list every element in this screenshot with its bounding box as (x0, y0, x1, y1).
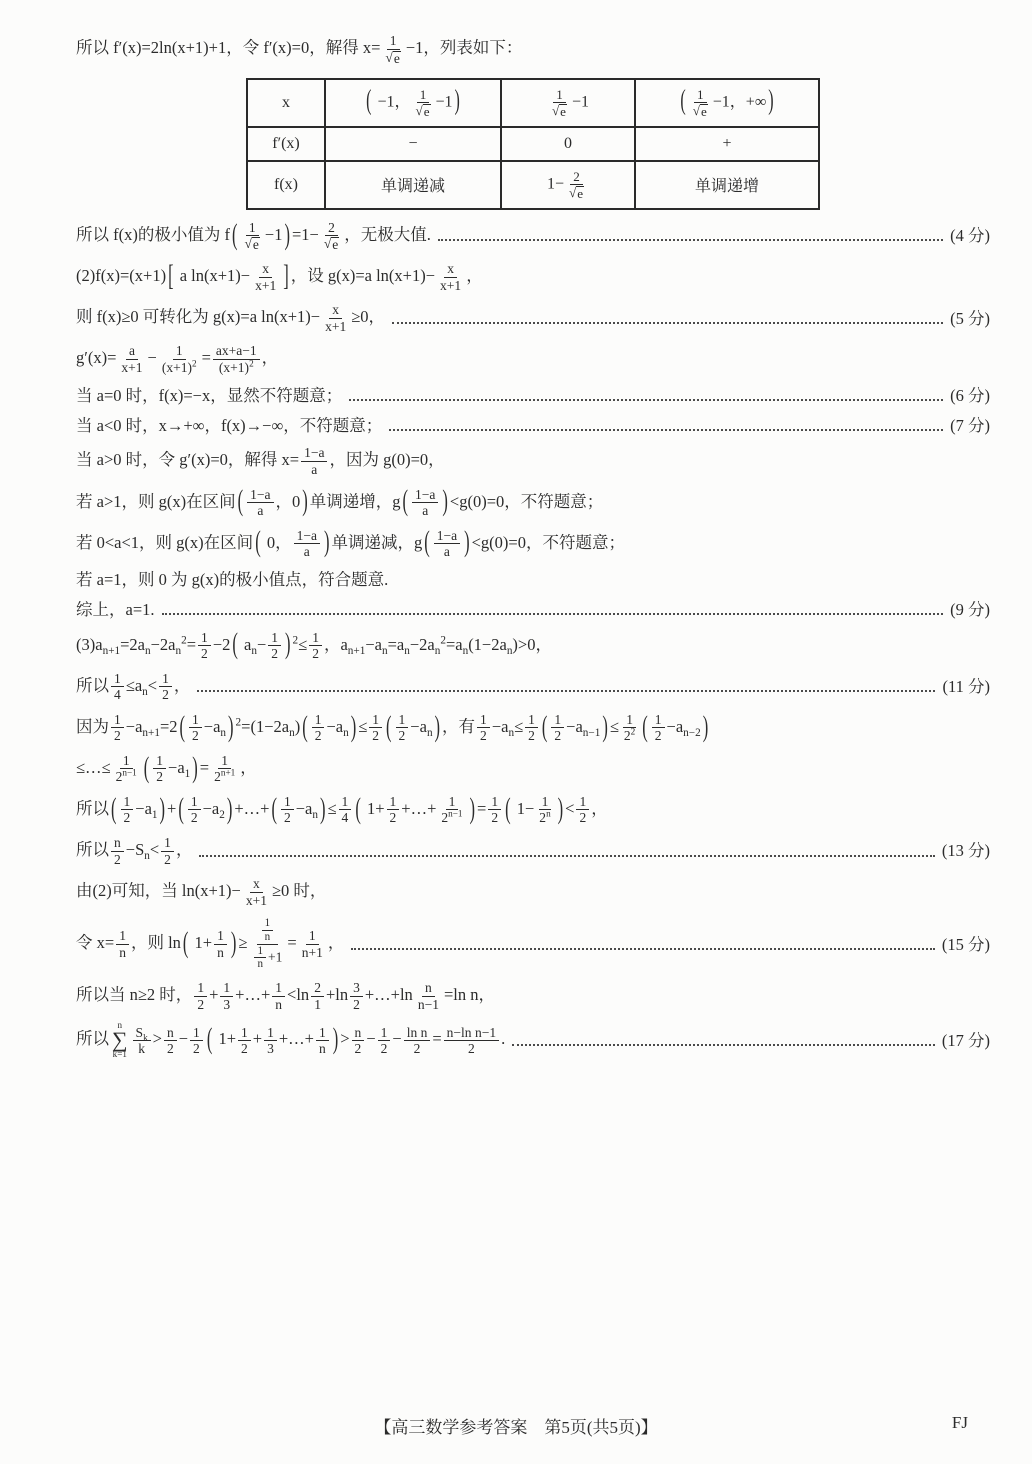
answer-line (76, 415, 990, 436)
answer-line (76, 483, 990, 519)
score-marker: (9 分) (950, 600, 990, 620)
answer-line (76, 876, 990, 908)
answer-line (76, 1021, 990, 1060)
dotted-leader (512, 1035, 935, 1046)
score-marker: (7 分) (950, 415, 990, 435)
score-marker: (15 分) (941, 934, 990, 954)
formula: 则 f(x)≥0 可转化为 g(x)=a ln(x+1)− $\frac{x}{x+1}$ ≥0， (76, 302, 386, 334)
table-cell: 0 (501, 127, 635, 161)
answer-line (76, 257, 990, 293)
table-cell: 单调递增 (635, 161, 819, 209)
table-cell: 1 √ e −1 (501, 79, 635, 127)
dotted-leader (162, 604, 944, 615)
answer-line (76, 749, 990, 785)
answer-line (76, 626, 990, 662)
formula: 所以 f′(x)=2ln(x+1)+1，令 f′(x)=0，解得 x= 1 √ e −1，列表如下： (76, 33, 523, 66)
table-row (247, 127, 819, 161)
formula: 若 a>1，则 g(x)在区间 ( $\frac{1-a}{a}$ ，0 ) 单调递增，g ( $\frac{1-a}{a}$ ) <g(0)=0，不符题意； (76, 483, 604, 519)
formula: 所以当 n≥2 时， $\frac{1}{2}$ + $\frac{1}{3}$ +…+ $\frac{1}{n}$ <ln $\frac{2}{1}$ +ln $\frac{3}{2}$ +…+ln $\frac{n}{n-1}$ =ln n， (76, 980, 495, 1012)
answer-line (76, 671, 990, 703)
formula: 所以 ( $\frac{1}{2}$ $-a_1$ ) + ( $\frac{1}{2}$ $-a_2$ ) +…+ ( $\frac{1}{2}$ $-a_n$ ) ≤ $\frac{1}{4}$ ( 1+ $\frac{1}{2}$ +…+ $\frac{1}{2^{n-1}}$ ) = $\frac{1}{2}$ ( 1− $\frac{1}{2^n}$ ) < $\frac{1}{2}$ ， (76, 790, 608, 826)
answer-lines (76, 216, 990, 1060)
table-cell: − (325, 127, 501, 161)
formula: (2)f(x)=(x+1) [ a ln(x+1)− $\frac{x}{x+1}$ ] ，设 g(x)=a ln(x+1)− $\frac{x}{x+1}$ ， (76, 257, 483, 293)
formula: 因为 $\frac{1}{2}$ $-a_{n+1}=2$ ( $\frac{1}{2}$ $-a_n$ ) $^2=(1-2a_n)$ ( $\frac{1}{2}$ $-a_n$ ) ≤ $\frac{1}{2}$ ( $\frac{1}{2}$ $-a_n$ ) ，有 $\frac{1}{2}$ $-a_n\le$ $\frac{1}{2}$ ( $\frac{1}{2}$ $-a_{n-1}$ ) ≤ $\frac{1}{2^2}$ ( $\frac{1}{2}$ $-a_{n-2}$ ) (76, 708, 709, 744)
formula: 当 a=0 时，f(x)=−x，显然不符题意； (76, 385, 343, 405)
answer-line (76, 835, 990, 867)
formula: 所以 f(x)的极小值为 f ( 1 √ e −1 ) =1− 2 √ e ，无极大值. (76, 216, 431, 253)
formula: 所以 $\frac{1}{4}$ $\le a_n<$ $\frac{1}{2}$ ， (76, 670, 191, 703)
table-cell: 单调递减 (325, 161, 501, 209)
answer-line (76, 917, 990, 971)
footer-page-code: FJ (951, 1413, 968, 1432)
dotted-leader (389, 420, 943, 431)
answer-line (76, 216, 990, 253)
answer-line (76, 599, 990, 620)
table-cell: ( −1， 1 √ e −1 ) (325, 79, 501, 127)
score-marker: (5 分) (950, 308, 990, 328)
formula: 令 x= $\frac{1}{n}$ ，则 ln ( 1+ $\frac{1}{n}$ ) ≥ $\frac{1}{n}$ $\frac{1}{n}$ +1 = $\frac{1}{n+1}$ ， (76, 917, 345, 971)
footer-title: 【高三数学参考答案 第5页(共5页)】 (374, 1418, 658, 1437)
formula: 当 a>0 时，令 g′(x)=0，解得 x= $\frac{1-a}{a}$ ，因为 g(0)=0， (76, 445, 445, 477)
dotted-leader (349, 390, 943, 401)
formula: 当 a<0 时，x→+∞，f(x)→−∞，不符题意； (76, 415, 383, 435)
table-cell: x (247, 79, 325, 127)
answer-line (76, 302, 990, 334)
footer (0, 1413, 1032, 1438)
formula: $(3)a_{n+1}=2a_n-2a_n^2=$ $\frac{1}{2}$ −2 ( $a_n-$ $\frac{1}{2}$ ) $^2$≤ $\frac{1}{2}$ ，$a_{n+1}-a_n=a_n-2a_n^2=a_n(1-2a_n)>0$， (76, 626, 552, 662)
formula: 若 a=1，则 0 为 g(x)的极小值点，符合题意. (76, 569, 389, 589)
formula: 所以 $\frac{n}{2}$ $-S_n<$ $\frac{1}{2}$ ， (76, 835, 193, 867)
answer-line (76, 708, 990, 744)
score-marker: (4 分) (950, 226, 990, 246)
monotonicity-table (246, 78, 820, 210)
score-marker: (11 分) (942, 676, 990, 696)
table-cell: f(x) (247, 161, 325, 209)
answer-line (76, 343, 990, 375)
score-marker: (13 分) (941, 841, 990, 861)
dotted-leader (351, 939, 935, 950)
answer-line (76, 790, 990, 826)
formula: g′(x)= $\frac{a}{x+1}$ − $\frac{1}{(x+1)^2}$ = $\frac{ax+a-1}{(x+1)^2}$ ， (76, 343, 279, 375)
table-cell: + (635, 127, 819, 161)
dotted-leader (438, 230, 943, 241)
score-marker: (17 分) (941, 1030, 990, 1050)
table-row (247, 79, 819, 127)
table-cell: 1− 2 √ e (501, 161, 635, 209)
answer-line (76, 980, 990, 1012)
answer-line (76, 385, 990, 406)
formula: 所以 n ∑ k=1 $\frac{S_k}{k}$ > $\frac{n}{2}$ − $\frac{1}{2}$ ( 1+ $\frac{1}{2}$ + $\frac{1}{3}$ +…+ $\frac{1}{n}$ ) > $\frac{n}{2}$ − $\frac{1}{2}$ − $\frac{\text{ln n}}{2}$ = $\frac{\text{n−ln n−1}}{2}$ . (76, 1020, 506, 1060)
answer-line (76, 569, 990, 590)
formula: 综上，a=1. (76, 600, 155, 620)
dotted-leader (392, 313, 943, 324)
intro-line (76, 33, 990, 66)
answer-line (76, 445, 990, 477)
formula: 若 0<a<1，则 g(x)在区间 ( 0， $\frac{1-a}{a}$ ) 单调递减，g ( $\frac{1-a}{a}$ ) <g(0)=0，不符题意； (76, 524, 625, 560)
formula: ≤…≤ $\frac{1}{2^{n-1}}$ ( $\frac{1}{2}$ $-a_1$ ) = $\frac{1}{2^{n+1}}$ ， (76, 749, 257, 785)
formula: 由(2)可知，当 ln(x+1)− $\frac{x}{x+1}$ ≥0 时， (76, 876, 327, 908)
table-row (247, 161, 819, 209)
table-cell: f′(x) (247, 127, 325, 161)
dotted-leader (197, 681, 935, 692)
score-marker: (6 分) (950, 385, 990, 405)
table-cell: ( 1 √ e −1，+∞ ) (635, 79, 819, 127)
dotted-leader (199, 846, 934, 857)
answer-line (76, 524, 990, 560)
